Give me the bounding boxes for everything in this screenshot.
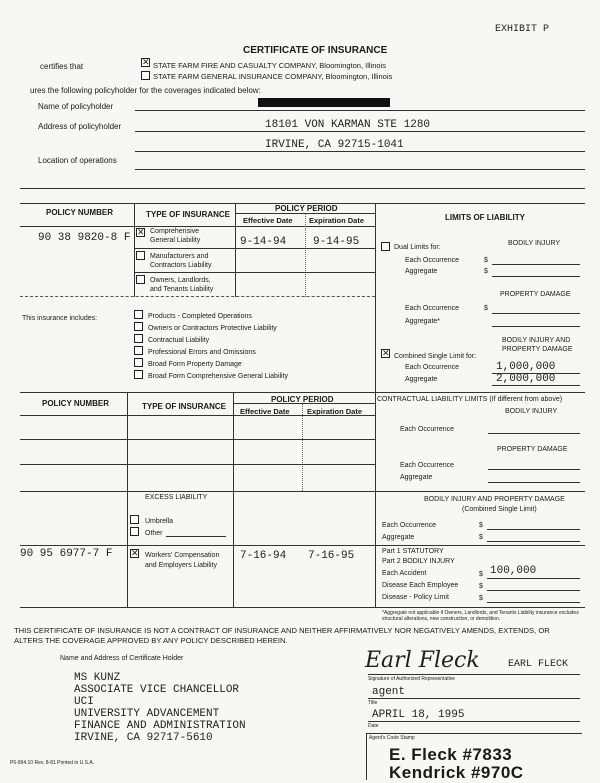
workers-each-accident: Each Accident <box>382 570 427 577</box>
limits-aggregate-1: Aggregate <box>405 268 438 275</box>
limits-dollar-3: $ <box>484 305 488 312</box>
header-limits: LIMITS OF LIABILITY <box>445 213 525 222</box>
date-label: Date <box>368 723 379 729</box>
limits-dollar-1: $ <box>484 257 488 264</box>
agent-code-label: Agent's Code Stamp <box>369 735 415 741</box>
includes-checkbox-1[interactable] <box>134 322 143 331</box>
stamp-box-left <box>366 733 367 780</box>
liability-policy-number: 90 38 9820-8 F <box>38 232 131 244</box>
holder-line-4: FINANCE AND ADMINISTRATION <box>74 720 246 732</box>
agent-stamp-line-2: Kendrick #970C <box>389 763 524 782</box>
includes-item-3: Professional Errors and Omissions <box>148 349 256 356</box>
combined-aggregate-value: 2,000,000 <box>496 373 556 385</box>
excess-dollar-2: $ <box>479 534 483 541</box>
redaction-bar <box>258 98 390 107</box>
page-title: CERTIFICATE OF INSURANCE <box>243 45 388 56</box>
excess-each-occurrence: Each Occurrence <box>382 522 437 529</box>
header-type: TYPE OF INSURANCE <box>146 210 231 219</box>
type-owners-l2: and Tenants Liability <box>150 286 214 293</box>
contractual-each-occurrence-2: Each Occurrence <box>400 462 455 469</box>
limits-property-damage: PROPERTY DAMAGE <box>500 291 571 298</box>
location-rule-1 <box>135 169 585 170</box>
company-checkbox-fire[interactable] <box>141 58 150 67</box>
handwritten-signature: Earl Fleck <box>365 648 480 673</box>
form-number: P6-994.10 Rev. 8-81 Printed in U.S.A. <box>10 760 95 766</box>
type-checkbox-comprehensive[interactable] <box>136 228 145 237</box>
t2-col-period <box>302 403 303 491</box>
limits-rule-2 <box>492 276 580 277</box>
holder-line-3: UNIVERSITY ADVANCEMENT <box>74 708 220 720</box>
title-label: Title <box>368 700 378 706</box>
workers-dollar-2: $ <box>479 583 483 590</box>
workers-rule-1 <box>487 578 580 579</box>
includes-item-2: Contractual Liability <box>148 337 210 344</box>
table-header-bottom <box>20 226 375 227</box>
contractual-aggregate: Aggregate <box>400 474 433 481</box>
company-label-general: STATE FARM GENERAL INSURANCE COMPANY, Bloomington, Illinois <box>153 72 393 81</box>
holder-line-1: ASSOCIATE VICE CHANCELLOR <box>74 684 240 696</box>
contractual-bodily-injury: BODILY INJURY <box>505 408 558 415</box>
type-checkbox-owners[interactable] <box>136 275 145 284</box>
address-line-2: IRVINE, CA 92715-1041 <box>265 139 404 151</box>
dual-limits-checkbox[interactable] <box>381 242 390 251</box>
includes-label: This insurance includes: <box>22 315 98 322</box>
limits-aggregate-3: Aggregate <box>405 376 438 383</box>
includes-checkbox-3[interactable] <box>134 346 143 355</box>
contractual-rule-3 <box>488 482 580 483</box>
excess-top <box>20 491 585 492</box>
includes-item-0: Products - Completed Operations <box>148 313 252 320</box>
combined-single-checkbox[interactable] <box>381 349 390 358</box>
address-line-1-rule <box>135 131 585 132</box>
t2-col-2 <box>233 392 234 607</box>
limits-rule-3 <box>492 313 580 314</box>
header-policy-period: POLICY PERIOD <box>275 204 338 213</box>
limits-rule-1 <box>492 264 580 265</box>
dual-limits-label: Dual Limits for: <box>394 244 441 251</box>
includes-checkbox-5[interactable] <box>134 370 143 379</box>
signature-rule <box>368 674 580 675</box>
t2-header-policy-number: POLICY NUMBER <box>42 399 109 408</box>
umbrella-label: Umbrella <box>145 518 174 525</box>
disclaimer-line-1: THIS CERTIFICATE OF INSURANCE IS NOT A CONTRACT OF INSURANCE AND NEITHER AFFIRMATIVELY NOR NEGATIVELY AMENDS, EXTENDS, OR <box>14 626 550 635</box>
col-divider-limits <box>375 203 376 607</box>
includes-item-4: Broad Form Property Damage <box>148 361 242 368</box>
signature-label: Signature of Authorized Representative <box>368 676 455 682</box>
workers-checkbox[interactable] <box>130 549 139 558</box>
period-split <box>235 213 375 214</box>
excess-limits-header-2: (Combined Single Limit) <box>462 506 537 513</box>
holder-line-5: IRVINE, CA 92717-5610 <box>74 732 213 744</box>
holder-label: Name and Address of Certificate Holder <box>60 655 184 662</box>
t2-header-policy-period: POLICY PERIOD <box>271 395 334 404</box>
workers-effective: 7-16-94 <box>240 550 287 562</box>
insures-text: ures the following policyholder for the coverages indicated below: <box>30 86 261 95</box>
header-expiration: Expiration Date <box>309 216 365 225</box>
limits-each-occurrence-2: Each Occurrence <box>405 305 460 312</box>
date-rule <box>368 721 580 722</box>
includes-checkbox-0[interactable] <box>134 310 143 319</box>
t2-col-1 <box>127 392 128 607</box>
company-checkbox-general[interactable] <box>141 71 150 80</box>
t2-header-effective: Effective Date <box>240 407 290 416</box>
row-rule-3 <box>20 296 375 297</box>
title-value: agent <box>372 686 406 698</box>
workers-part2: Part 2 BODILY INJURY <box>382 558 455 565</box>
excess-dollar-1: $ <box>479 522 483 529</box>
other-rule <box>166 536 226 537</box>
table-bottom <box>20 607 585 608</box>
address-line-1: 18101 VON KARMAN STE 1280 <box>265 119 431 131</box>
limits-rule-6 <box>492 385 580 386</box>
row-rule-2 <box>134 272 375 273</box>
excess-rule-2 <box>487 541 580 542</box>
limits-bodily-injury: BODILY INJURY <box>508 240 561 247</box>
title-rule <box>368 698 580 699</box>
workers-label-1: Workers' Compensation <box>145 552 220 559</box>
contractual-header: CONTRACTUAL LIABILITY LIMITS (If different from above) <box>377 396 563 403</box>
includes-checkbox-2[interactable] <box>134 334 143 343</box>
header-effective: Effective Date <box>243 216 293 225</box>
certifies-text: certifies that <box>40 62 84 71</box>
excess-limits-header-1: BODILY INJURY AND PROPERTY DAMAGE <box>424 496 565 503</box>
workers-dollar-3: $ <box>479 595 483 602</box>
type-manufacturers-l2: Contractors Liability <box>150 262 212 269</box>
limits-combined-single: Combined Single Limit for: <box>394 353 477 360</box>
location-rule-2 <box>20 188 585 189</box>
date-value: APRIL 18, 1995 <box>372 709 465 721</box>
workers-expiration: 7-16-95 <box>308 550 355 562</box>
limits-bi-pd-2: PROPERTY DAMAGE <box>502 346 573 353</box>
type-comprehensive-l1: Comprehensive <box>150 228 200 235</box>
table2-top <box>20 392 585 393</box>
other-checkbox[interactable] <box>130 527 139 536</box>
workers-rule-3 <box>487 602 580 603</box>
contractual-rule-1 <box>488 433 580 434</box>
includes-item-5: Broad Form Comprehensive General Liability <box>148 373 289 380</box>
includes-checkbox-4[interactable] <box>134 358 143 367</box>
company-label-fire: STATE FARM FIRE AND CASUALTY COMPANY, Bloomington, Illinois <box>153 61 386 70</box>
t2-header-bottom <box>20 415 375 416</box>
workers-policy-number: 90 95 6977-7 F <box>20 548 113 560</box>
type-comprehensive-l2: General Liability <box>150 237 201 244</box>
type-checkbox-manufacturers[interactable] <box>136 251 145 260</box>
excess-header: EXCESS LIABILITY <box>145 494 208 501</box>
limits-rule-4 <box>492 326 580 327</box>
row-rule-1 <box>134 248 375 249</box>
t2-row-rule-1 <box>20 439 375 440</box>
policyholder-address-label: Address of policyholder <box>38 122 122 131</box>
umbrella-checkbox[interactable] <box>130 515 139 524</box>
contractual-rule-2 <box>488 469 580 470</box>
workers-dollar-1: $ <box>479 571 483 578</box>
printed-name: EARL FLECK <box>508 659 569 670</box>
header-policy-number: POLICY NUMBER <box>46 208 113 217</box>
workers-top <box>20 545 585 546</box>
aggregate-note: *Aggregate not applicable if Owners, Landlords, and Tenants Liability insurance excludes structural alterations, new construction, or demolition. <box>382 610 579 622</box>
includes-item-1: Owners or Contractors Protective Liability <box>148 325 277 332</box>
holder-line-2: UCI <box>74 696 94 708</box>
workers-label-2: and Employers Liability <box>145 562 217 569</box>
name-line <box>135 110 585 111</box>
liability-expiration: 9-14-95 <box>313 236 360 248</box>
col-divider-2 <box>235 203 236 297</box>
workers-disease-each: Disease Each Employee <box>382 582 459 589</box>
workers-part1: Part 1 STATUTORY <box>382 548 444 555</box>
liability-effective: 9-14-94 <box>240 236 287 248</box>
workers-rule-2 <box>487 590 580 591</box>
limits-dollar-2: $ <box>484 268 488 275</box>
holder-line-0: MS KUNZ <box>74 672 121 684</box>
stamp-box-top <box>366 733 582 734</box>
type-owners-l1: Owners, Landlords, <box>150 277 211 284</box>
col-divider-1 <box>134 203 135 297</box>
t2-row-rule-2 <box>20 464 375 465</box>
workers-each-accident-value: 100,000 <box>490 565 537 577</box>
exhibit-label: EXHIBIT P <box>495 24 550 35</box>
other-label: Other <box>145 530 163 537</box>
limits-aggregate-star: Aggregate* <box>405 318 441 325</box>
contractual-property-damage: PROPERTY DAMAGE <box>497 446 568 453</box>
address-line-2-rule <box>135 151 585 152</box>
limits-each-occurrence-1: Each Occurrence <box>405 257 460 264</box>
limits-each-occurrence-3: Each Occurrence <box>405 364 460 371</box>
t2-header-expiration: Expiration Date <box>307 407 363 416</box>
location-label: Location of operations <box>38 156 117 165</box>
excess-aggregate: Aggregate <box>382 534 415 541</box>
agent-stamp-line-1: E. Fleck #7833 <box>389 745 513 764</box>
disclaimer-line-2: ALTERS THE COVERAGE APPROVED BY ANY POLICY DESCRIBED HEREIN. <box>14 636 288 645</box>
type-manufacturers-l1: Manufacturers and <box>150 253 209 260</box>
workers-disease-policy: Disease - Policy Limit <box>382 594 449 601</box>
t2-header-type: TYPE OF INSURANCE <box>142 402 227 411</box>
limits-bi-pd-1: BODILY INJURY AND <box>502 337 571 344</box>
excess-rule-1 <box>487 529 580 530</box>
combined-each-value: 1,000,000 <box>496 361 556 373</box>
contractual-each-occurrence: Each Occurrence <box>400 426 455 433</box>
col-divider-period <box>305 213 306 297</box>
policyholder-name-label: Name of policyholder <box>38 102 114 111</box>
